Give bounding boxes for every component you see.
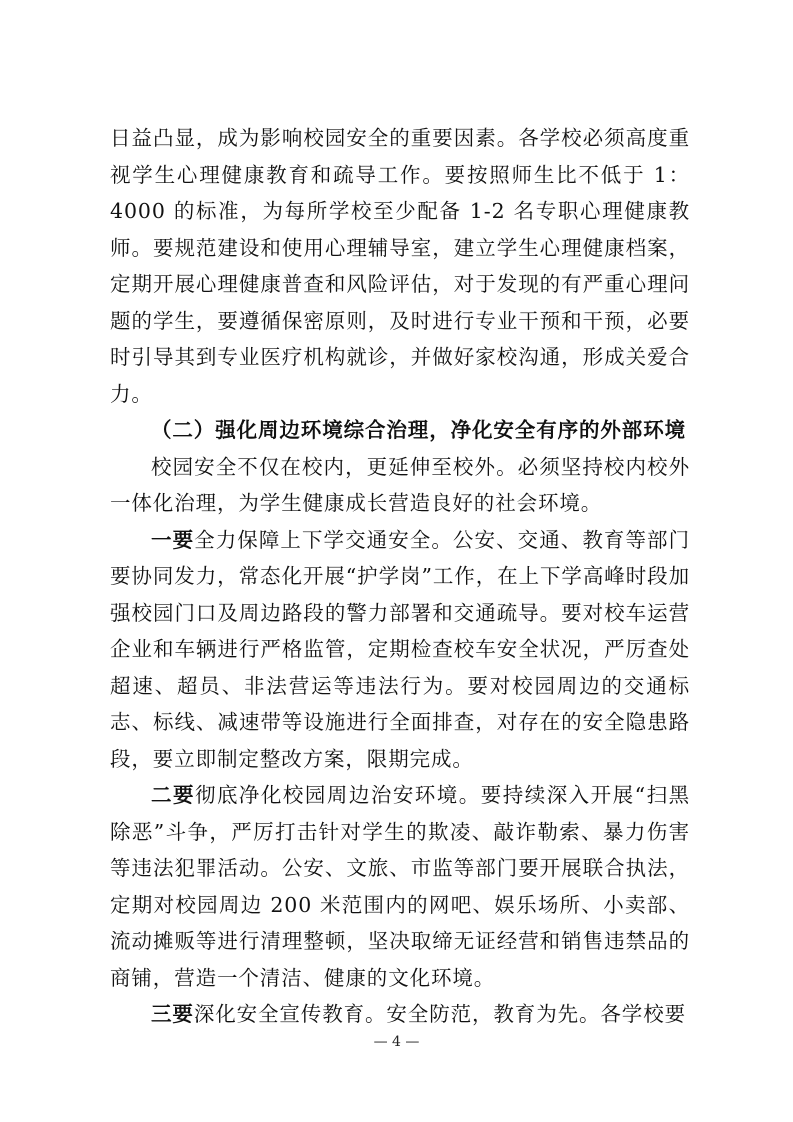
point-lead: 一要 [151, 527, 195, 552]
point-lead: 二要 [151, 783, 195, 807]
paragraph-point-1: 一要全力保障上下学交通安全。公安、交通、教育等部门要协同发力，常态化开展“护学岗”工作，在上下学高峰时段加强校园门口及周边路段的警力部署和交通疏导。要对校车运营企业和车辆进行严格监管，定期检查校车安全状况，严厉查处超速、超员、非法营运等违法行为。要对校园周边的交通标志、标线、减速带等设施进行全面排查，对存在的安全隐患路段，要立即制定整改方案，限期完成。 [110, 527, 690, 771]
paragraph-point-2: 二要彻底净化校园周边治安环境。要持续深入开展“扫黑除恶”斗争，严厉打击针对学生的欺凌、敲诈勒索、暴力伤害等违法犯罪活动。公安、文旅、市监等部门要开展联合执法，定期对校园周边 200 米范围内的网吧、娱乐场所、小卖部、流动摊贩等进行清理整顿，坚决取缔无证经营和销售违禁品的商铺，营造一个清洁、健康的文化环境。 [110, 783, 690, 990]
point-lead: 三要 [151, 1002, 194, 1026]
page-number: — 4 — [373, 1034, 420, 1050]
paragraph-point-3: 三要深化安全宣传教育。安全防范，教育为先。各学校要 [151, 1002, 687, 1026]
paragraph-continuation: 日益凸显，成为影响校园安全的重要因素。各学校必须高度重视学生心理健康教育和疏导工作。要按照师生比不低于 1：4000 的标准，为每所学校至少配备 1-2 名专职心理健康教师。要规范建设和使用心理辅导室，建立学生心理健康档案，定期开展心理健康普查和风险评估，对于发现的有严重心理问题的学生，要遵循保密原则，及时进行专业干预和干预，必要时引导其到专业医疗机构就诊，并做好家校沟通，形成关爱合力。 [110, 126, 690, 406]
document-body [110, 120, 690, 1033]
section-heading: （二）强化周边环境综合治理，净化安全有序的外部环境 [151, 418, 686, 442]
paragraph-intro: 校园安全不仅在校内，更延伸至校外。必须坚持校内校外一体化治理，为学生健康成长营造良好的社会环境。 [110, 454, 690, 515]
